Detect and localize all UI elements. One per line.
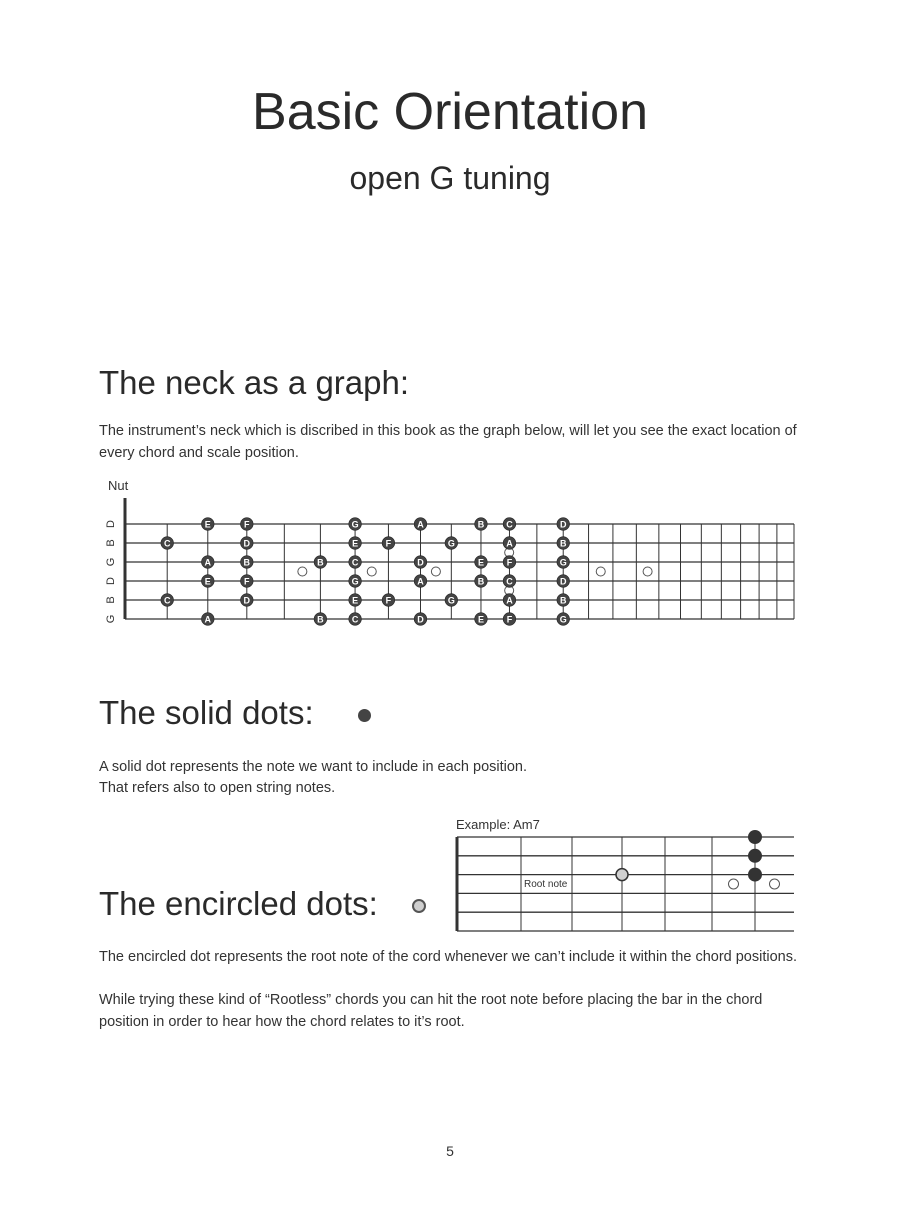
solid-dots-line-2: That refers also to open string notes. [99,780,336,796]
example-root-dot [616,869,628,881]
note-label: G [351,519,359,530]
note-label: C [351,614,359,625]
tuning-label: D [105,520,117,528]
note-label: C [506,576,513,587]
tuning-label: D [105,577,117,585]
note-label: C [506,519,513,530]
note-label: G [447,538,455,549]
note-label: C [163,538,171,549]
note-label: F [385,538,392,549]
page-number: 5 [446,1143,454,1159]
note-label: E [204,519,211,530]
note-label: E [477,557,484,568]
note-label: D [559,519,567,530]
note-label: D [417,557,424,568]
note-label: F [385,595,392,606]
note-label: F [244,519,250,530]
solid-dots-heading: The solid dots: [99,694,314,731]
tuning-label: B [105,539,117,547]
note-label: C [163,595,171,606]
note-label: B [477,519,485,530]
note-label: B [559,538,567,549]
note-label: A [506,538,513,549]
note-label: G [559,557,567,568]
note-label: B [317,614,324,625]
example-inlay-marker [729,879,739,889]
note-label: F [506,557,513,568]
note-label: G [447,595,455,606]
root-note-label: Root note [524,879,568,890]
note-label: E [204,576,211,587]
note-label: B [243,557,251,568]
encircled-dots-line-1: The encircled dot represents the root note of the cord whenever we can’t include it within the chord positions. [99,949,798,965]
note-label: F [506,614,513,625]
encircled-dots-line-2: While trying these kind of “Rootless” chords you can hit the root note before placing the bar in the chord position in order to hear how the chord relates to it’s root. [99,992,763,1030]
example-inlay-marker [770,879,780,889]
neck-description: The instrument’s neck which is discribed in this book as the graph below, will let you see the exact location of every chord and scale position. [99,423,797,461]
note-label: E [477,614,484,625]
note-label: E [352,595,359,606]
note-label: B [559,595,567,606]
note-label: A [204,557,212,568]
note-label: G [351,576,359,587]
solid-dots-line-1: A solid dot represents the note we want to include in each position. [99,759,528,775]
note-label: D [243,595,251,606]
nut-label: Nut [108,478,129,493]
tuning-label: B [105,596,117,604]
tuning-label: G [105,557,117,567]
note-label: E [352,538,359,549]
example-solid-dot [748,849,762,863]
note-label: B [477,576,485,587]
tuning-label: G [105,614,117,624]
note-label: A [417,576,424,587]
page-subtitle: open G tuning [349,160,551,196]
example-solid-dot [748,868,762,882]
encircled-dots-heading: The encircled dots: [99,885,378,922]
note-label: D [559,576,567,587]
note-label: A [506,595,513,606]
note-label: F [244,576,250,587]
note-label: A [417,519,424,530]
example-solid-dot [748,830,762,844]
note-label: G [559,614,567,625]
page-title: Basic Orientation [252,83,648,141]
note-label: D [417,614,424,625]
encircled-dot-icon [412,899,426,913]
note-label: D [243,538,251,549]
note-label: B [317,557,324,568]
note-label: C [351,557,359,568]
neck-heading: The neck as a graph: [99,364,410,401]
example-label: Example: Am7 [456,817,540,832]
note-label: A [204,614,212,625]
